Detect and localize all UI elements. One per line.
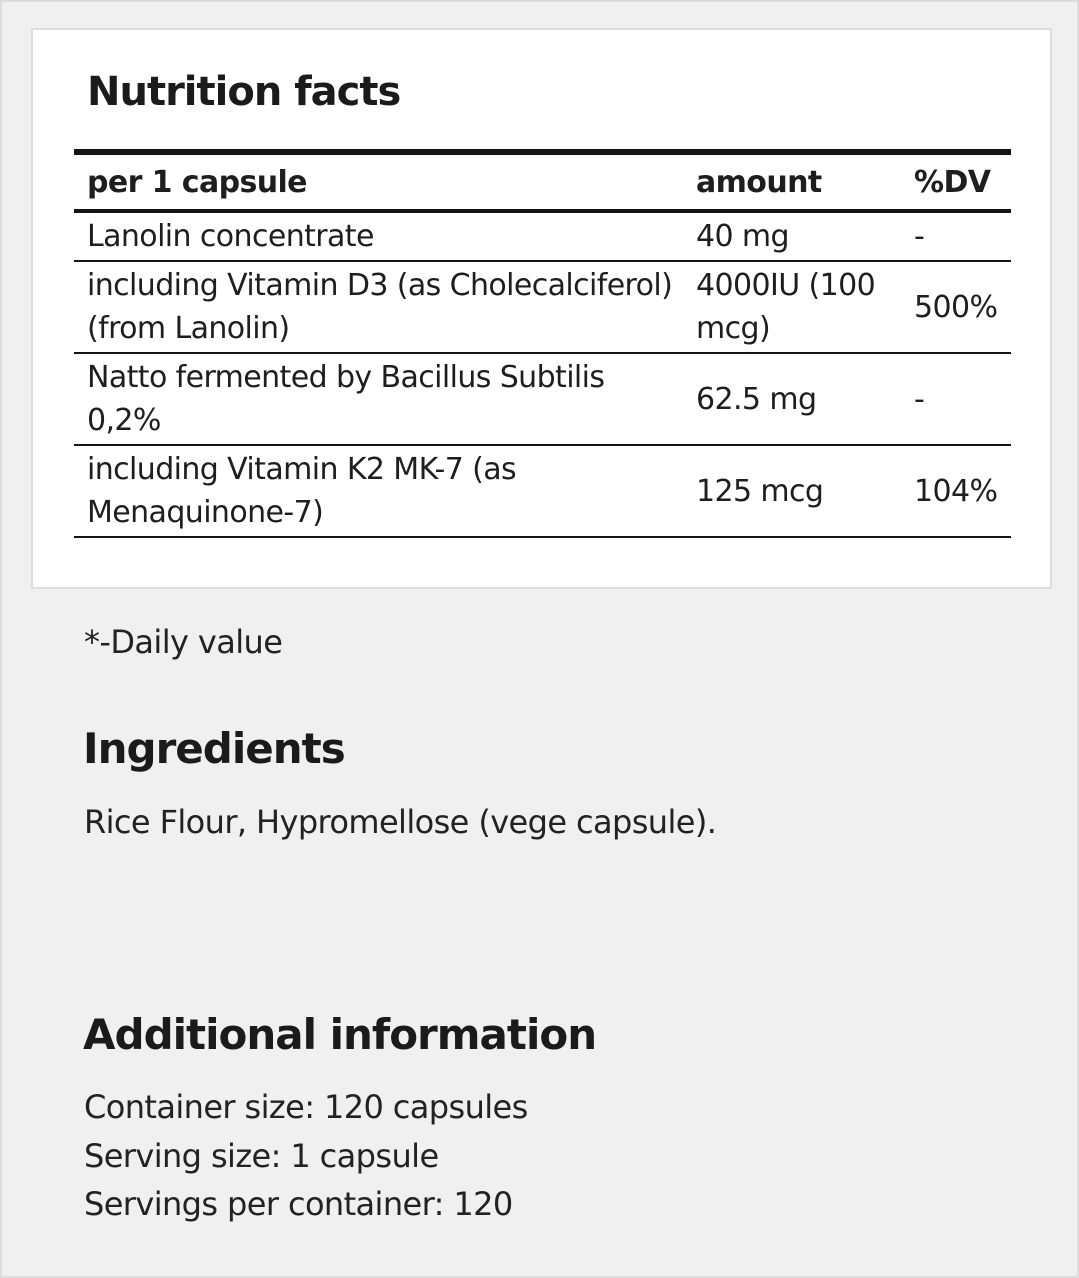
nutrient-amount: 125 mcg <box>696 473 824 509</box>
nutrient-name: Lanolin concentrate <box>87 219 374 254</box>
nutrient-dv: - <box>914 381 925 417</box>
list-item: Serving size: 1 capsule <box>84 1136 439 1175</box>
nutrient-dv: - <box>914 219 925 254</box>
table-row <box>74 261 1011 353</box>
nutrition-facts-title: Nutrition facts <box>87 69 401 115</box>
nutrient-name: including Vitamin D3 (as Cholecalciferol) (from Lanolin) <box>87 268 673 346</box>
nutrient-amount: 40 mg <box>696 219 789 254</box>
nutrition-table <box>74 149 1011 538</box>
column-header-per-capsule: per 1 capsule <box>87 164 307 200</box>
table-row <box>74 353 1011 445</box>
nutrient-name: Natto fermented by Bacillus Subtilis 0,2% <box>87 360 605 438</box>
table-row <box>74 211 1011 261</box>
nutrition-facts-card <box>31 28 1052 589</box>
list-item: Servings per container: 120 <box>84 1185 513 1223</box>
ingredients-text: Rice Flour, Hypromellose (vege capsule). <box>84 803 717 841</box>
additional-information-list <box>84 1083 528 1229</box>
table-header-row <box>74 152 1011 211</box>
list-item: Container size: 120 capsules <box>84 1088 528 1126</box>
nutrient-name: including Vitamin K2 MK-7 (as Menaquinone-7) <box>87 452 517 530</box>
nutrient-amount: 62.5 mg <box>696 381 817 417</box>
nutrient-amount: 4000IU (100 mcg) <box>696 268 876 346</box>
table-row <box>74 445 1011 537</box>
nutrient-dv: 500% <box>914 289 998 325</box>
ingredients-title: Ingredients <box>83 724 345 773</box>
daily-value-footnote: *-Daily value <box>84 623 283 661</box>
column-header-amount: amount <box>696 164 822 200</box>
nutrient-dv: 104% <box>914 473 998 509</box>
column-header-dv: %DV <box>914 164 991 200</box>
additional-information-title: Additional information <box>83 1010 597 1059</box>
